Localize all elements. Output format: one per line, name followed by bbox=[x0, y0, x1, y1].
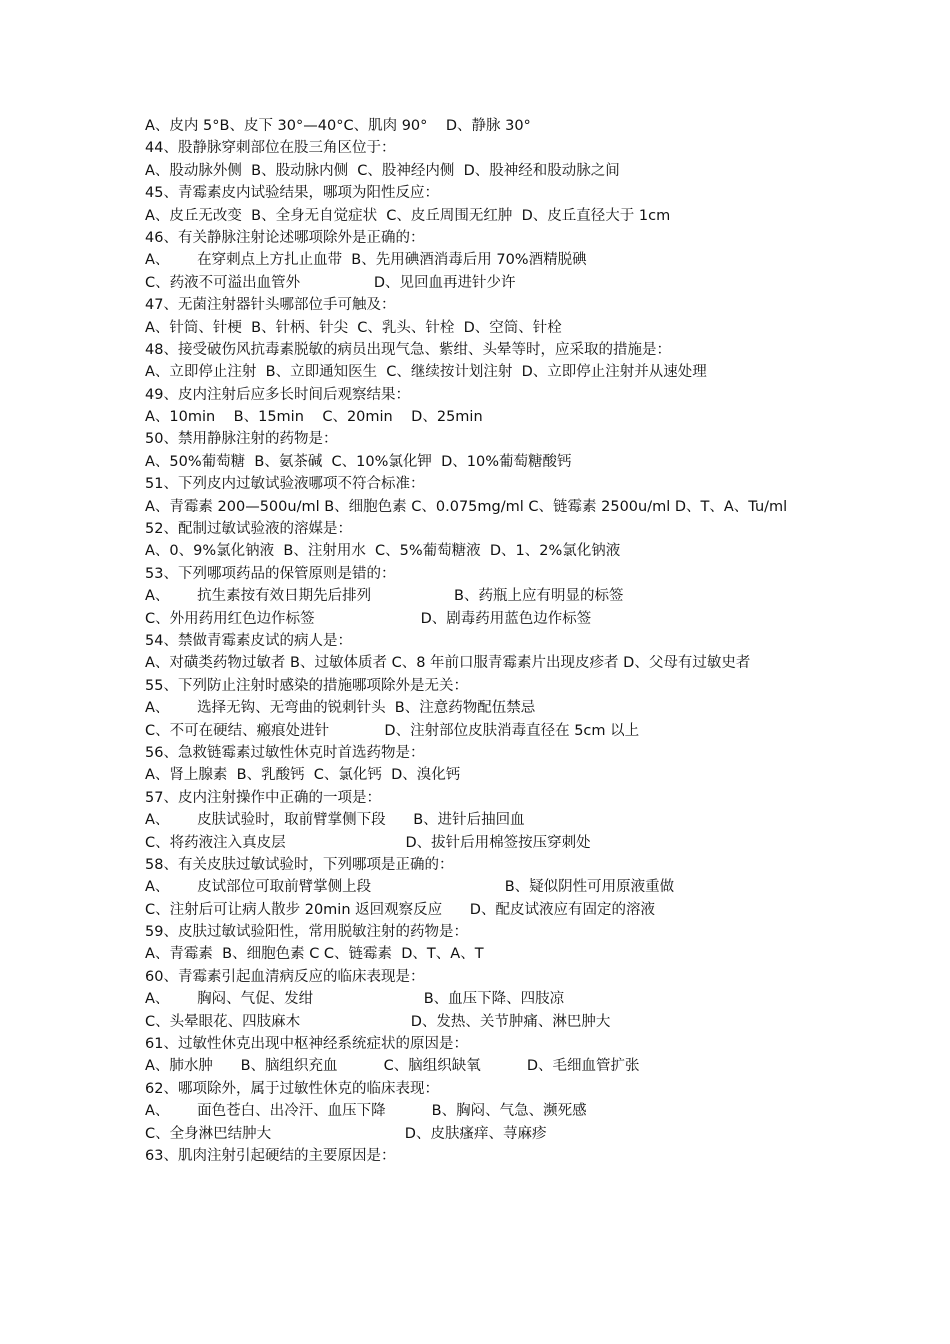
question-55: 55、下列防止注射时感染的措施哪项除外是无关： bbox=[145, 677, 468, 694]
answer-options-61: A、肺水肿 B、脑组织充血 C、脑组织缺氧 D、毛细血管扩张 bbox=[145, 1058, 640, 1075]
question-49: 49、皮内注射后应多长时间后观察结果： bbox=[145, 386, 410, 403]
answer-options-50: A、50%葡萄糖 B、氨茶碱 C、10%氯化钾 D、10%葡萄糖酸钙 bbox=[145, 453, 572, 470]
question-61: 61、过敏性休克出现中枢神经系统症状的原因是： bbox=[145, 1036, 468, 1053]
answer-options-57-ab: A、 皮肤试验时，取前臂掌侧下段 B、进针后抽回血 bbox=[145, 812, 525, 829]
answer-options-46-cd: C、药液不可溢出血管外 D、见回血再进针少许 bbox=[145, 274, 516, 291]
answer-options-49: A、10min B、15min C、20min D、25min bbox=[145, 409, 483, 426]
answer-options-48: A、立即停止注射 B、立即通知医生 C、继续按计划注射 D、立即停止注射并从速处理 bbox=[145, 364, 707, 381]
answer-options-54: A、对磺类药物过敏者 B、过敏体质者 C、8 年前口服青霉素片出现皮疹者 D、父母有过敏史者 bbox=[145, 655, 751, 672]
question-47: 47、无菌注射器针头哪部位手可触及： bbox=[145, 297, 396, 314]
answer-options-55-ab: A、 选择无钩、无弯曲的锐刺针头 B、注意药物配伍禁忌 bbox=[145, 700, 536, 717]
question-51: 51、下列皮内过敏试验液哪项不符合标准： bbox=[145, 476, 425, 493]
question-44: 44、股静脉穿刺部位在股三角区位于： bbox=[145, 140, 396, 157]
question-62: 62、哪项除外，属于过敏性休克的临床表现： bbox=[145, 1080, 439, 1097]
question-48: 48、接受破伤风抗毒素脱敏的病员出现气急、紫绀、头晕等时，应采取的措施是： bbox=[145, 341, 671, 358]
answer-options-45: A、皮丘无改变 B、全身无自觉症状 C、皮丘周围无红肿 D、皮丘直径大于 1cm bbox=[145, 207, 671, 224]
answer-options-58-ab: A、 皮试部位可取前臂掌侧上段 B、疑似阴性可用原液重做 bbox=[145, 879, 675, 896]
question-45: 45、青霉素皮内试验结果，哪项为阳性反应： bbox=[145, 185, 439, 202]
question-57: 57、皮内注射操作中正确的一项是： bbox=[145, 789, 381, 806]
answer-options-60-ab: A、 胸闷、气促、发绀 B、血压下降、四肢凉 bbox=[145, 991, 565, 1008]
answer-options-43: A、皮内 5°B、皮下 30°—40°C、肌肉 90° D、静脉 30° bbox=[145, 118, 531, 134]
question-60: 60、青霉素引起血清病反应的临床表现是： bbox=[145, 968, 425, 985]
question-63: 63、肌肉注射引起硬结的主要原因是： bbox=[145, 1148, 396, 1164]
question-50: 50、禁用静脉注射的药物是： bbox=[145, 431, 338, 448]
answer-options-47: A、针筒、针梗 B、针柄、针尖 C、乳头、针栓 D、空筒、针栓 bbox=[145, 319, 562, 336]
question-53: 53、下列哪项药品的保管原则是错的： bbox=[145, 565, 396, 582]
answer-options-62-cd: C、全身淋巴结肿大 D、皮肤瘙痒、荨麻疹 bbox=[145, 1125, 547, 1142]
question-59: 59、皮肤过敏试验阳性，常用脱敏注射的药物是： bbox=[145, 924, 468, 941]
answer-options-44: A、股动脉外侧 B、股动脉内侧 C、股神经内侧 D、股神经和股动脉之间 bbox=[145, 162, 620, 179]
question-56: 56、急救链霉素过敏性休克时首选药物是： bbox=[145, 744, 425, 761]
answer-options-46-ab: A、 在穿刺点上方扎止血带 B、先用碘酒消毒后用 70%酒精脱碘 bbox=[145, 252, 587, 269]
answer-options-58-cd: C、注射后可让病人散步 20min 返回观察反应 D、配皮试液应有固定的溶液 bbox=[145, 901, 655, 918]
question-46: 46、有关静脉注射论述哪项除外是正确的： bbox=[145, 229, 425, 246]
answer-options-60-cd: C、头晕眼花、四肢麻木 D、发热、关节肿痛、淋巴肿大 bbox=[145, 1013, 611, 1030]
question-52: 52、配制过敏试验液的溶媒是： bbox=[145, 521, 352, 538]
answer-options-52: A、0、9%氯化钠液 B、注射用水 C、5%葡萄糖液 D、1、2%氯化钠液 bbox=[145, 543, 621, 560]
answer-options-55-cd: C、不可在硬结、瘢痕处进针 D、注射部位皮肤消毒直径在 5cm 以上 bbox=[145, 722, 640, 739]
question-58: 58、有关皮肤过敏试验时，下列哪项是正确的： bbox=[145, 856, 454, 873]
answer-options-56: A、肾上腺素 B、乳酸钙 C、氯化钙 D、溴化钙 bbox=[145, 767, 461, 784]
answer-options-53-cd: C、外用药用红色边作标签 D、剧毒药用蓝色边作标签 bbox=[145, 610, 592, 627]
question-54: 54、禁做青霉素皮试的病人是： bbox=[145, 633, 352, 649]
answer-options-51: A、青霉素 200—500u/ml B、细胞色素 C、0.075mg/ml C、链霉素 2500u/ml D、T、A、Tu/ml bbox=[145, 498, 788, 515]
answer-options-53-ab: A、 抗生素按有效日期先后排列 B、药瓶上应有明显的标签 bbox=[145, 588, 624, 605]
document-page bbox=[145, 115, 825, 1167]
answer-options-62-ab: A、 面色苍白、出冷汗、血压下降 B、胸闷、气急、濒死感 bbox=[145, 1103, 587, 1120]
answer-options-57-cd: C、将药液注入真皮层 D、拔针后用棉签按压穿刺处 bbox=[145, 834, 591, 851]
answer-options-59: A、青霉素 B、细胞色素 C C、链霉素 D、T、A、T bbox=[145, 946, 484, 963]
